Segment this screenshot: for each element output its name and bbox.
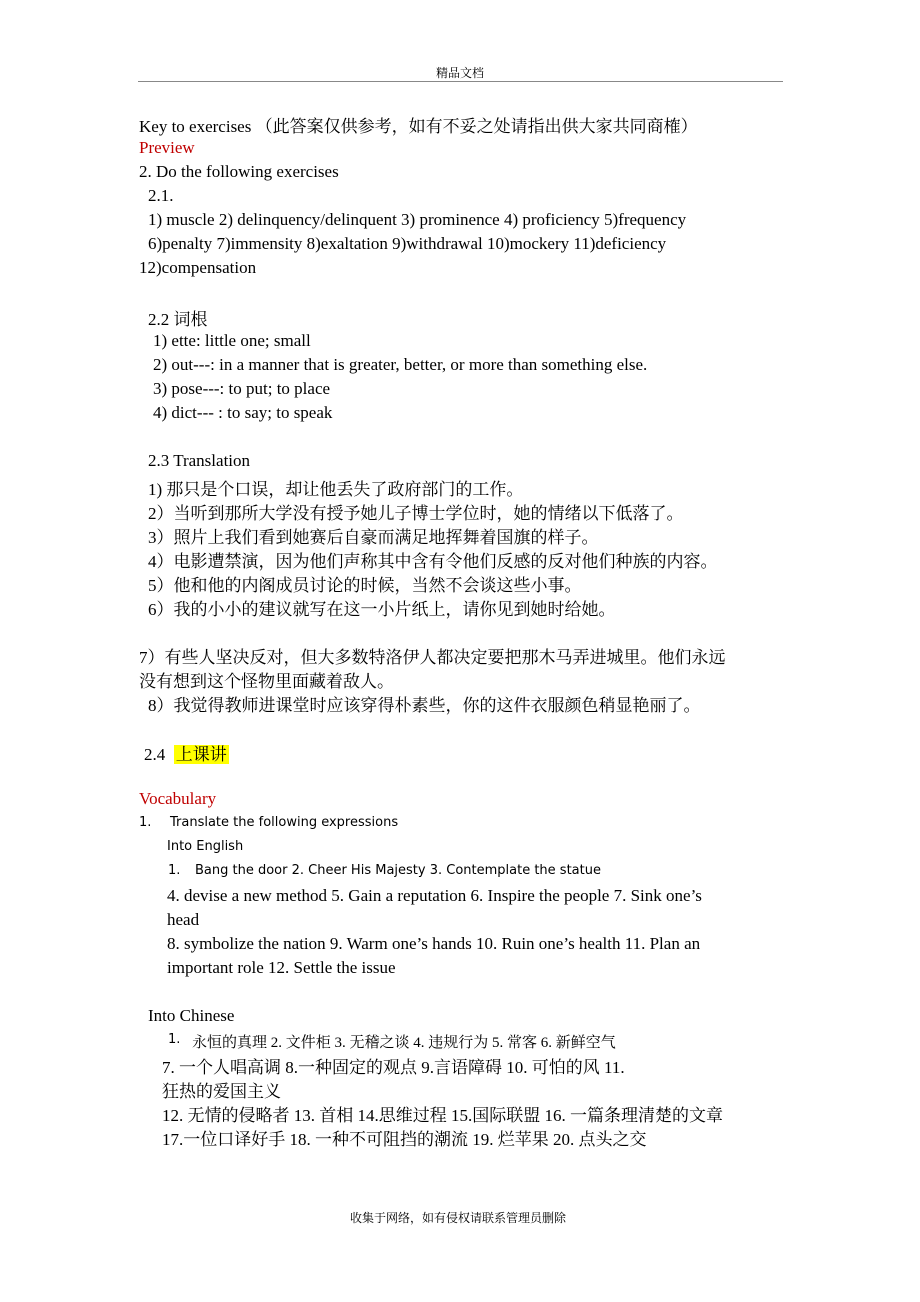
section-2-3-label: 2.3 Translation [148, 451, 251, 470]
into-english-line: 4. devise a new method 5. Gain a reputation 6. Inspire the people 7. Sink one’s [167, 886, 702, 905]
page-title: Key to exercises （此答案仅供参考，如有不妥之处请指出供大家共同商榷） [139, 117, 698, 136]
into-english-list-number: 1. [168, 863, 181, 878]
into-chinese-line: 17.一位口译好手 18. 一种不可阻挡的潮流 19. 烂苹果 20. 点头之交 [162, 1130, 647, 1149]
into-english-line: important role 12. Settle the issue [167, 958, 396, 977]
into-chinese-list-number: 1. [168, 1032, 181, 1047]
vocab-item-number: 1. [139, 815, 152, 830]
page-footer: 收集于网络，如有侵权请联系管理员删除 [350, 1211, 567, 1225]
vocab-item-text: Translate the following expressions [170, 815, 399, 830]
answer-line-1: 1) muscle 2) delinquency/delinquent 3) prominence 4) proficiency 5)frequency [148, 210, 687, 229]
into-chinese-line: 永恒的真理 2. 文件柜 3. 无稽之谈 4. 违规行为 5. 常客 6. 新鲜空气 [192, 1035, 616, 1051]
into-chinese-line: 12. 无情的侵略者 13. 首相 14.思维过程 15.国际联盟 16. 一篇条理清楚的文章 [162, 1106, 723, 1125]
answer-line-2: 6)penalty 7)immensity 8)exaltation 9)withdrawal 10)mockery 11)deficiency [148, 234, 667, 253]
translation-item: 4）电影遭禁演，因为他们声称其中含有令他们反感的反对他们种族的内容。 [148, 552, 718, 571]
into-english-line: 8. symbolize the nation 9. Warm one’s hands 10. Ruin one’s health 11. Plan an [167, 934, 701, 953]
into-chinese-label: Into Chinese [148, 1006, 235, 1025]
translation-item-8: 8）我觉得教师进课堂时应该穿得朴素些，你的这件衣服颜色稍显艳丽了。 [148, 696, 701, 715]
page-header: 精品文档 [436, 66, 485, 80]
section-2-4-label: 2.4 [144, 745, 166, 764]
translation-item: 5）他和他的内阁成员讨论的时候，当然不会谈这些小事。 [148, 576, 582, 595]
root-item: 2) out---: in a manner that is greater, better, or more than something else. [153, 355, 648, 374]
translation-item-7: 7）有些人坚决反对，但大多数特洛伊人都决定要把那木马弄进城里。他们永远 [139, 648, 726, 667]
into-english-label: Into English [167, 839, 244, 854]
root-item: 4) dict--- : to say; to speak [153, 403, 333, 422]
into-chinese-line: 狂热的爱国主义 [162, 1082, 281, 1101]
translation-item-7-cont: 没有想到这个怪物里面藏着敌人。 [139, 672, 394, 691]
section-2-1-label: 2.1. [148, 186, 174, 205]
into-chinese-line: 7. 一个人唱高调 8.一种固定的观点 9.言语障碍 10. 可怕的风 11. [162, 1058, 625, 1077]
translation-item: 6）我的小小的建议就写在这一小片纸上，请你见到她时给她。 [148, 600, 616, 619]
preview-heading: Preview [139, 138, 195, 157]
highlighted-note: 上课讲 [175, 745, 227, 764]
translation-item: 3）照片上我们看到她赛后自豪而满足地挥舞着国旗的样子。 [148, 528, 599, 547]
vocabulary-heading: Vocabulary [139, 789, 217, 808]
into-english-line: Bang the door 2. Cheer His Majesty 3. Contemplate the statue [195, 863, 601, 878]
header-divider [138, 81, 783, 82]
section-2-2-label: 2.2 词根 [148, 310, 208, 329]
section-2-heading: 2. Do the following exercises [139, 162, 339, 181]
translation-item: 1) 那只是个口误，却让他丢失了政府部门的工作。 [148, 480, 524, 499]
root-item: 3) pose---: to put; to place [153, 379, 331, 398]
section-2-4 [144, 740, 229, 765]
translation-item: 2）当听到那所大学没有授予她儿子博士学位时，她的情绪以下低落了。 [148, 504, 684, 523]
root-item: 1) ette: little one; small [153, 331, 311, 350]
answer-line-3: 12)compensation [139, 258, 257, 277]
into-english-line: head [167, 910, 200, 929]
